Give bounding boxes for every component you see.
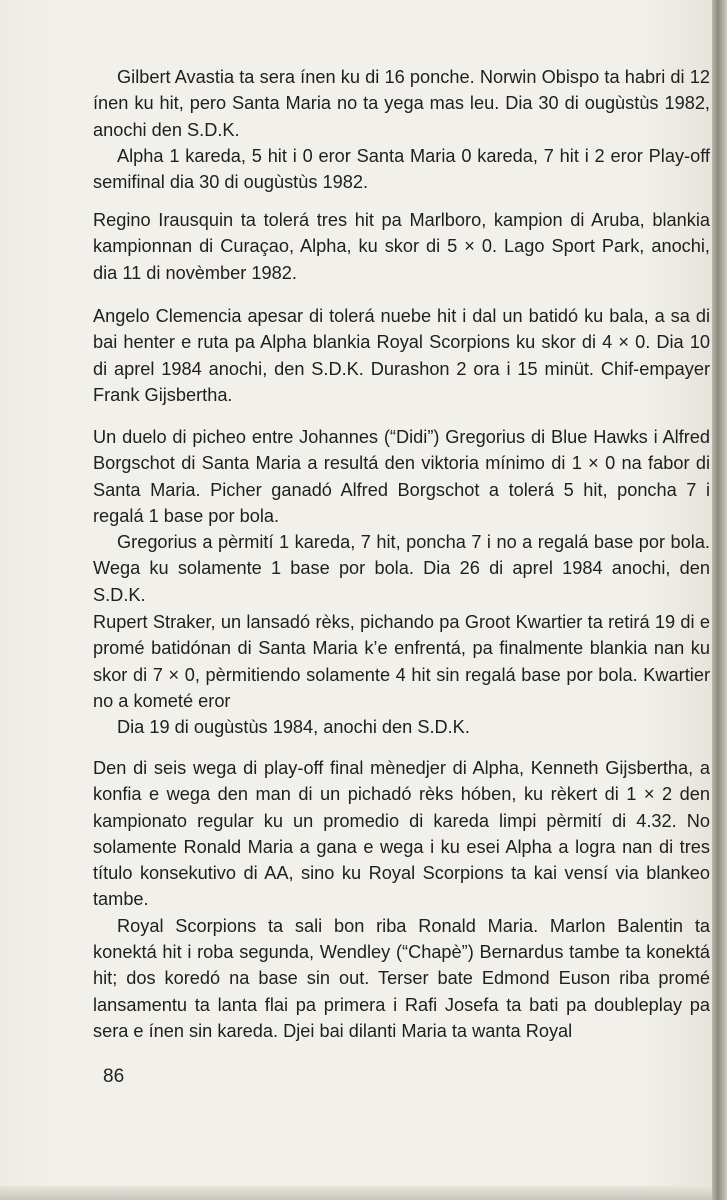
paragraph-text: Gilbert Avastia ta sera ínen ku di 16 ponche. Norwin Obispo ta habri di 12 ínen ku hit, pero Santa Maria no ta yega mas leu. Dia 30 di ougùstùs 1982, anochi den S.D.K. <box>93 67 710 140</box>
paragraph-straker <box>93 609 710 740</box>
paragraph-text: Regino Irausquin ta tolerá tres hit pa Marlboro, kampion di Aruba, blankia kampionnan di Curaçao, Alpha, ku skor di 5 × 0. Lago Sport Park, anochi, dia 11 di novèmber 1982. <box>93 210 710 283</box>
paragraph-clemencia <box>93 303 710 408</box>
paragraph-text: Den di seis wega di play-off final mènedjer di Alpha, Kenneth Gijsbertha, a konfia e wega den man di un pichadó rèks hóben, ku rèkert di 1 × 2 den kampionato regular ku un promedio di kareda limpi pèrmití di 4.32. No solamente Ronald Maria a gana e wega i ku esei Alpha a logra nan di tres título konsekutivo di AA, sino ku Royal Scorpions ta kai vensí via blankeo tambe. <box>93 758 710 910</box>
paragraph-text: Alpha 1 kareda, 5 hit i 0 eror Santa Maria 0 kareda, 7 hit i 2 eror Play-off semifinal dia 30 di ougùstùs 1982. <box>93 145 710 193</box>
paragraph-text: Royal Scorpions ta sali bon riba Ronald Maria. Marlon Balentin ta konektá hit i roba segunda, Wendley (“Chapè”) Bernardus tambe ta konektá hit; dos koredó na base sin out. Terser bate Edmond Euson riba promé lansamentu ta lanta flai pa primera i Rafi Josefa ta bati pa doubleplay pa sera e ínen sin kareda. Djei bai dilanti Maria ta wanta Royal <box>93 915 710 1041</box>
paragraph-text: Dia 19 di ougùstùs 1984, anochi den S.D.K. <box>117 717 470 738</box>
page-bottom-shadow <box>0 1186 712 1200</box>
paragraph-irausquin <box>93 207 710 286</box>
paragraph-avastia <box>93 64 710 195</box>
paragraph-play-off-final <box>93 755 710 1044</box>
paragraph-text: Un duelo di picheo entre Johannes (“Didi”) Gregorius di Blue Hawks i Alfred Borgschot di Santa Maria a resultá den viktoria mínimo di 1 × 0 na fabor di Santa Maria. Picher ganadó Alfred Borgschot a tolerá 5 hit, poncha 7 i regalá 1 base por bola. <box>93 427 710 526</box>
paragraph-text: Rupert Straker, un lansadó rèks, pichando pa Groot Kwartier ta retirá 19 di e promé batidónan di Santa Maria k’e enfrentá, pa finalmente blankia nan ku skor di 7 × 0, pèrmitiendo solamente 4 hit sin regalá base por bola. Kwartier no a kometé eror <box>93 612 710 711</box>
page-number: 86 <box>103 1066 125 1087</box>
page-edge <box>712 0 727 1200</box>
paragraph-text: Angelo Clemencia apesar di tolerá nuebe hit i dal un batidó ku bala, a sa di bai henter e ruta pa Alpha blankia Royal Scorpions ku skor di 4 × 0. Dia 10 di aprel 1984 anochi, den S.D.K. Durashon 2 ora i 15 minüt. Chif-empayer Frank Gijsbertha. <box>93 306 710 405</box>
paragraph-text: Gregorius a pèrmití 1 kareda, 7 hit, poncha 7 i no a regalá base por bola. Wega ku solamente 1 base por bola. Dia 26 di aprel 1984 anochi, den S.D.K. <box>93 532 710 605</box>
paragraph-gregorius <box>93 424 710 608</box>
